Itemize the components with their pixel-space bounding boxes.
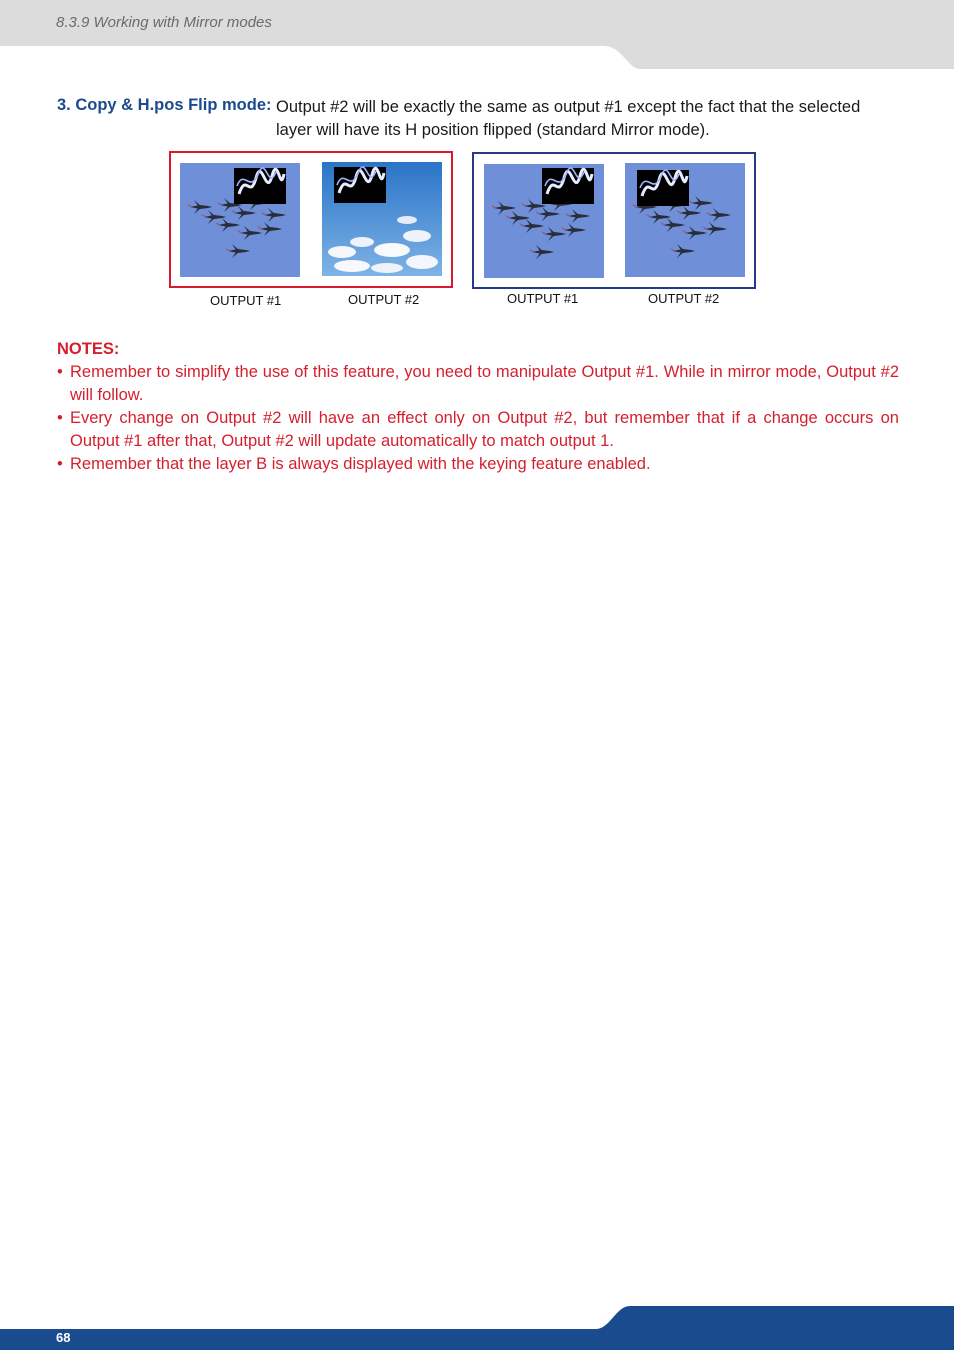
output2-label-blue: OUTPUT #2	[648, 291, 720, 306]
bullet: •	[57, 409, 63, 427]
mode-description: Output #2 will be exactly the same as output #1 except the fact that the selected layer will have its H position flipped (standard Mirror mode).	[276, 98, 861, 139]
output1-label-blue: OUTPUT #1	[507, 291, 579, 306]
output1-screen-blue	[484, 164, 604, 278]
output2-label-red: OUTPUT #2	[348, 292, 420, 307]
note-item	[57, 361, 899, 407]
bullet: •	[57, 455, 63, 473]
note-item	[57, 453, 899, 476]
mode-label: 3. Copy & H.pos Flip mode:	[57, 96, 272, 114]
output2-screen-blue	[625, 163, 745, 277]
notes-title: NOTES:	[57, 340, 120, 358]
output1-screen-red	[180, 163, 300, 277]
bullet: •	[57, 363, 63, 381]
output1-label-red: OUTPUT #1	[210, 293, 282, 308]
output2-screen-red	[322, 162, 442, 276]
header-band	[0, 0, 954, 70]
section-title: 8.3.9 Working with Mirror modes	[56, 14, 272, 31]
note-item	[57, 407, 899, 453]
footer-band	[0, 1300, 954, 1350]
notes-section	[57, 338, 899, 476]
note-text: Remember that the layer B is always displayed with the keying feature enabled.	[70, 455, 651, 473]
note-text: Every change on Output #2 will have an effect only on Output #2, but remember that if a change occurs on Output #1 after that, Output #2 will update automatically to match output 1.	[70, 409, 899, 450]
note-text: Remember to simplify the use of this feature, you need to manipulate Output #1. While in mirror mode, Output #2 will follow.	[70, 363, 899, 404]
page-number: 68	[56, 1330, 71, 1345]
